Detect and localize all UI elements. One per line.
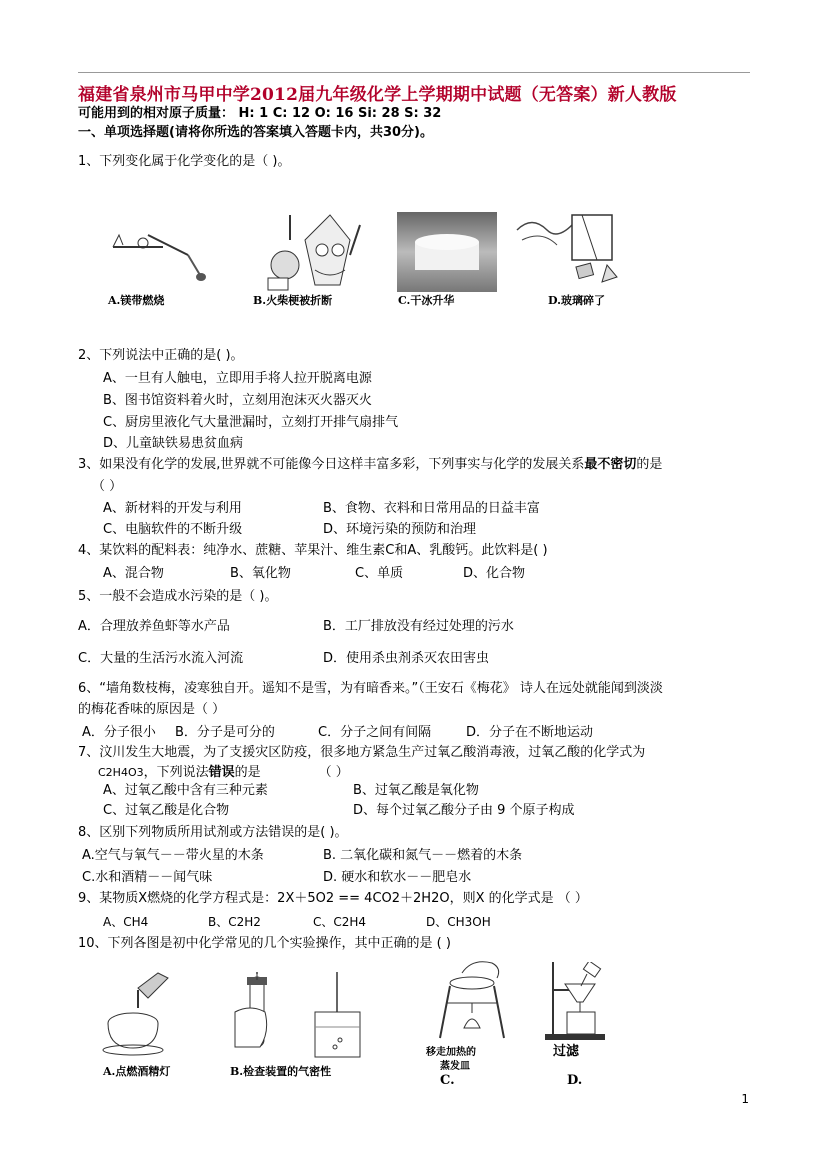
figure-evaporating-dish (432, 958, 512, 1043)
q2-option-d: D、儿童缺铁易患贫血病 (103, 436, 244, 451)
q6-stem-line2: 的梅花香味的原因是（ ） (78, 702, 226, 717)
q2-stem: 2、下列说法中正确的是( )。 (78, 348, 244, 363)
atomic-mass-line: 可能用到的相对原子质量： H: 1 C: 12 O: 16 Si: 28 S: 32 (78, 106, 442, 121)
q4-option-d: D、化合物 (463, 566, 526, 581)
q7-stem-b: ，下列说法 (143, 765, 209, 780)
figure-filtration (545, 962, 615, 1042)
q2-option-c: C、厨房里液化气大量泄漏时，立刻打开排气扇排气 (103, 415, 399, 430)
q10-caption-d-label: 过滤 (553, 1044, 580, 1059)
q6-option-d: D．分子在不断地运动 (466, 725, 594, 740)
q9-option-b: B、C2H2 (208, 915, 261, 929)
q7-paren: （ ） (318, 765, 349, 780)
page-number: 1 (741, 1092, 749, 1106)
q7-formula: C2H4O3 (98, 766, 144, 779)
section-heading: 一、单项选择题(请将你所选的答案填入答题卡内，共30分)。 (78, 125, 433, 140)
q6-stem-line1: 6、“墙角数枝梅，凌寒独自开。遥知不是雪，为有暗香来。”（王安石《梅花》 诗人在远处就能闻到淡淡 (78, 681, 663, 696)
q8-option-c: C.水和酒精－－闻气味 (82, 870, 213, 885)
q8-option-d: D. 硬水和软水－－肥皂水 (323, 870, 472, 885)
q4-option-a: A、混合物 (103, 566, 164, 581)
q3-stem-b: 的是 (636, 457, 663, 472)
q5-option-b: B．工厂排放没有经过处理的污水 (323, 619, 514, 634)
q1-stem: 1、下列变化属于化学变化的是（ )。 (78, 154, 291, 169)
q3-paren: （ ） (92, 479, 123, 494)
figure-dry-ice (397, 212, 497, 292)
q4-option-c: C、单质 (355, 566, 404, 581)
page-title: 福建省泉州市马甲中学2012届九年级化学上学期期中试题（无答案）新人教版 (78, 85, 677, 105)
q4-stem: 4、某饮料的配料表：纯净水、蔗糖、苹果汁、维生素C和A、乳酸钙。此饮料是( ) (78, 543, 548, 558)
q7-option-c: C、过氧乙酸是化合物 (103, 803, 230, 818)
q7-option-a: A、过氧乙酸中含有三种元素 (103, 783, 268, 798)
figure-airtightness-check (225, 972, 370, 1062)
q10-stem: 10、下列各图是初中化学常见的几个实验操作，其中正确的是 ( ) (78, 936, 451, 951)
q7-stem-c: 的是 (234, 765, 261, 780)
q8-option-b: B. 二氧化碳和氮气－－燃着的木条 (323, 848, 523, 863)
figure-light-alcohol-lamp (98, 968, 178, 1058)
q9-stem: 9、某物质X燃烧的化学方程式是：2X＋5O2 == 4CO2＋2H2O，则X 的化学式是 （ ） (78, 891, 588, 906)
q9-option-a: A、CH4 (103, 915, 149, 929)
q3-stem-a: 3、如果没有化学的发展,世界就不可能像今日这样丰富多彩，下列事实与化学的发展关系 (78, 457, 585, 472)
q6-option-a: A．分子很小 (82, 725, 156, 740)
q8-option-a: A.空气与氧气－－带火星的木条 (82, 848, 264, 863)
q5-option-c: C．大量的生活污水流入河流 (78, 651, 244, 666)
q6-option-c: C．分子之间有间隔 (318, 725, 432, 740)
q5-stem: 5、一般不会造成水污染的是（ )。 (78, 589, 278, 604)
q3-option-b: B、食物、衣料和日常用品的日益丰富 (323, 501, 540, 516)
q9-option-d: D、CH3OH (426, 915, 491, 929)
q1-caption-b: B.火柴梗被折断 (253, 294, 333, 307)
q10-option-d-letter: D. (567, 1073, 583, 1088)
q8-stem: 8、区别下列物质所用试剂或方法错误的是( )。 (78, 825, 348, 840)
q9-option-c: C、C2H4 (313, 915, 367, 929)
q1-caption-a: A.镁带燃烧 (108, 294, 165, 307)
q2-option-b: B、图书馆资料着火时，立刻用泡沫灭火器灭火 (103, 393, 372, 408)
q3-stem (78, 456, 662, 474)
q10-caption-b: B.检查装置的气密性 (230, 1065, 332, 1078)
q1-caption-d: D.玻璃碎了 (548, 294, 605, 307)
figure-glass-broken (512, 210, 632, 290)
q7-stem-line2 (98, 764, 349, 782)
q7-stem-bold: 错误 (208, 765, 235, 780)
q3-option-d: D、环境污染的预防和治理 (323, 522, 477, 537)
q5-option-d: D．使用杀虫剂杀灭农田害虫 (323, 651, 490, 666)
q2-option-a: A、一旦有人触电，立即用手将人拉开脱离电源 (103, 371, 372, 386)
q7-option-b: B、过氧乙酸是氧化物 (353, 783, 479, 798)
figure-magnesium-burning (103, 205, 223, 305)
q10-caption-a: A.点燃酒精灯 (103, 1065, 171, 1078)
q4-option-b: B、氧化物 (230, 566, 291, 581)
q1-caption-c: C.干冰升华 (398, 294, 455, 307)
q3-option-a: A、新材料的开发与利用 (103, 501, 242, 516)
q5-option-a: A．合理放养鱼虾等水产品 (78, 619, 230, 634)
q10-caption-c-line2: 蒸发皿 (440, 1061, 470, 1072)
q7-stem-line1: 7、汶川发生大地震，为了支援灾区防疫，很多地方紧急生产过氧乙酸消毒液，过氧乙酸的化学式为 (78, 745, 646, 760)
q6-option-b: B．分子是可分的 (175, 725, 275, 740)
q10-caption-c-line1: 移走加热的 (426, 1047, 476, 1058)
figure-match-broken (260, 210, 370, 300)
header-rule (78, 72, 750, 73)
q7-option-d: D、每个过氧乙酸分子由 9 个原子构成 (353, 803, 575, 818)
q10-option-c-letter: C. (440, 1073, 455, 1088)
q3-stem-bold: 最不密切 (584, 457, 637, 472)
q3-option-c: C、电脑软件的不断升级 (103, 522, 243, 537)
